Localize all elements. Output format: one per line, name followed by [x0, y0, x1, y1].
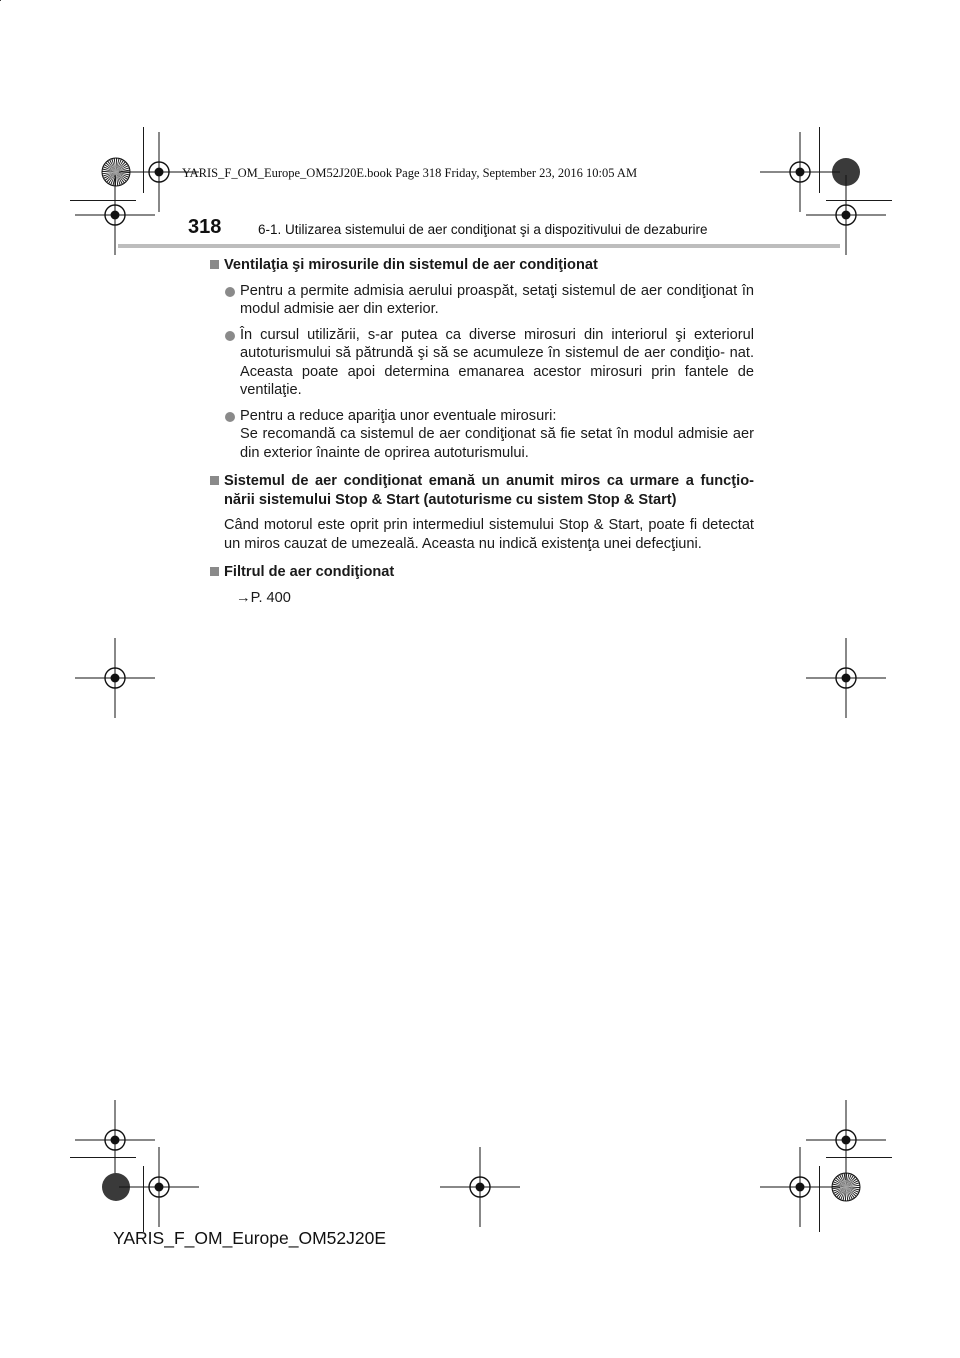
list-item-text: nat. Aceasta poate apoi determina emanarea acestor mirosuri prin fantele: [240, 345, 754, 380]
page-reference[interactable]: →P. 400: [236, 589, 291, 606]
section-heading: [210, 563, 754, 582]
crosshair-target-icon: [806, 638, 886, 718]
section-body: [210, 516, 754, 553]
chapter-title: 6-1. Utilizarea sistemului de aer condiţionat şi a dispozitivului de dezaburire: [258, 222, 708, 237]
list-item-text: Se recomandă ca sistemul de aer condiţionat să fie setat în modul admisie: [240, 426, 733, 442]
section-heading-text: nării sistemului Stop & Start (autoturisme cu sistem Stop & Start): [224, 491, 677, 508]
round-bullet-icon: [225, 412, 235, 422]
section-heading-text: Sistemul de aer condiţionat emană un anumit miros ca urmare a funcţio-: [224, 473, 754, 489]
list-item-text: în modul admisie aer din exterior.: [240, 282, 754, 317]
list-item: [210, 326, 754, 400]
body-text: defecţiuni.: [635, 535, 702, 552]
book-info-line: YARIS_F_OM_Europe_OM52J20E.book Page 318 Friday, September 23, 2016 10:05 AM: [182, 166, 638, 180]
list-item-text: În cursul utilizării, s-ar putea ca diverse mirosuri din interiorul şi exteriorul: [240, 326, 754, 343]
list-item: [210, 282, 754, 319]
body-text: Când motorul este oprit prin intermediul sistemului Stop & Start, poate fi: [224, 517, 703, 533]
page-number: 318: [188, 216, 222, 238]
crosshair-target-icon: [806, 175, 886, 255]
square-bullet-icon: [210, 260, 219, 269]
section-heading-text: Ventilaţia şi mirosurile din sistemul de aer condiţionat: [224, 257, 598, 273]
square-bullet-icon: [210, 567, 219, 576]
section-heading: [210, 472, 754, 509]
round-bullet-icon: [225, 287, 235, 297]
crosshair-target-icon: [760, 132, 840, 212]
section-heading-text: Filtrul de aer condiţionat: [224, 564, 395, 580]
round-bullet-icon: [225, 331, 235, 341]
crosshair-target-icon: [806, 1100, 886, 1180]
page-content: [210, 256, 754, 607]
footer-code: YARIS_F_OM_Europe_OM52J20E: [113, 1228, 387, 1248]
body-text: detectat un miros cauzat de umezeală. Aceasta nu indică existenţa unei: [224, 517, 754, 552]
header-rule: [118, 244, 840, 248]
crosshair-target-icon: [440, 1147, 520, 1227]
crosshair-target-icon: [75, 638, 155, 718]
crosshair-target-icon: [760, 1147, 840, 1227]
crosshair-target-icon: [119, 1147, 199, 1227]
list-item-text: de ventilaţie.: [240, 363, 754, 398]
square-bullet-icon: [210, 476, 219, 485]
crosshair-target-icon: [75, 1100, 155, 1180]
list-item-text: Pentru a reduce apariţia unor eventuale mirosuri:: [240, 407, 557, 424]
list-item-text: aer din exterior înainte de oprirea autoturismului.: [240, 426, 754, 461]
list-item-text: autoturismului să pătrundă şi să se acumuleze în sistemul de aer condiţio-: [240, 345, 726, 361]
list-item-text: Pentru a permite admisia aerului proaspăt, setaţi sistemul de aer condiţionat: [240, 282, 742, 299]
crosshair-target-icon: [75, 175, 155, 255]
list-item: [210, 407, 754, 463]
section-heading: [210, 256, 754, 275]
